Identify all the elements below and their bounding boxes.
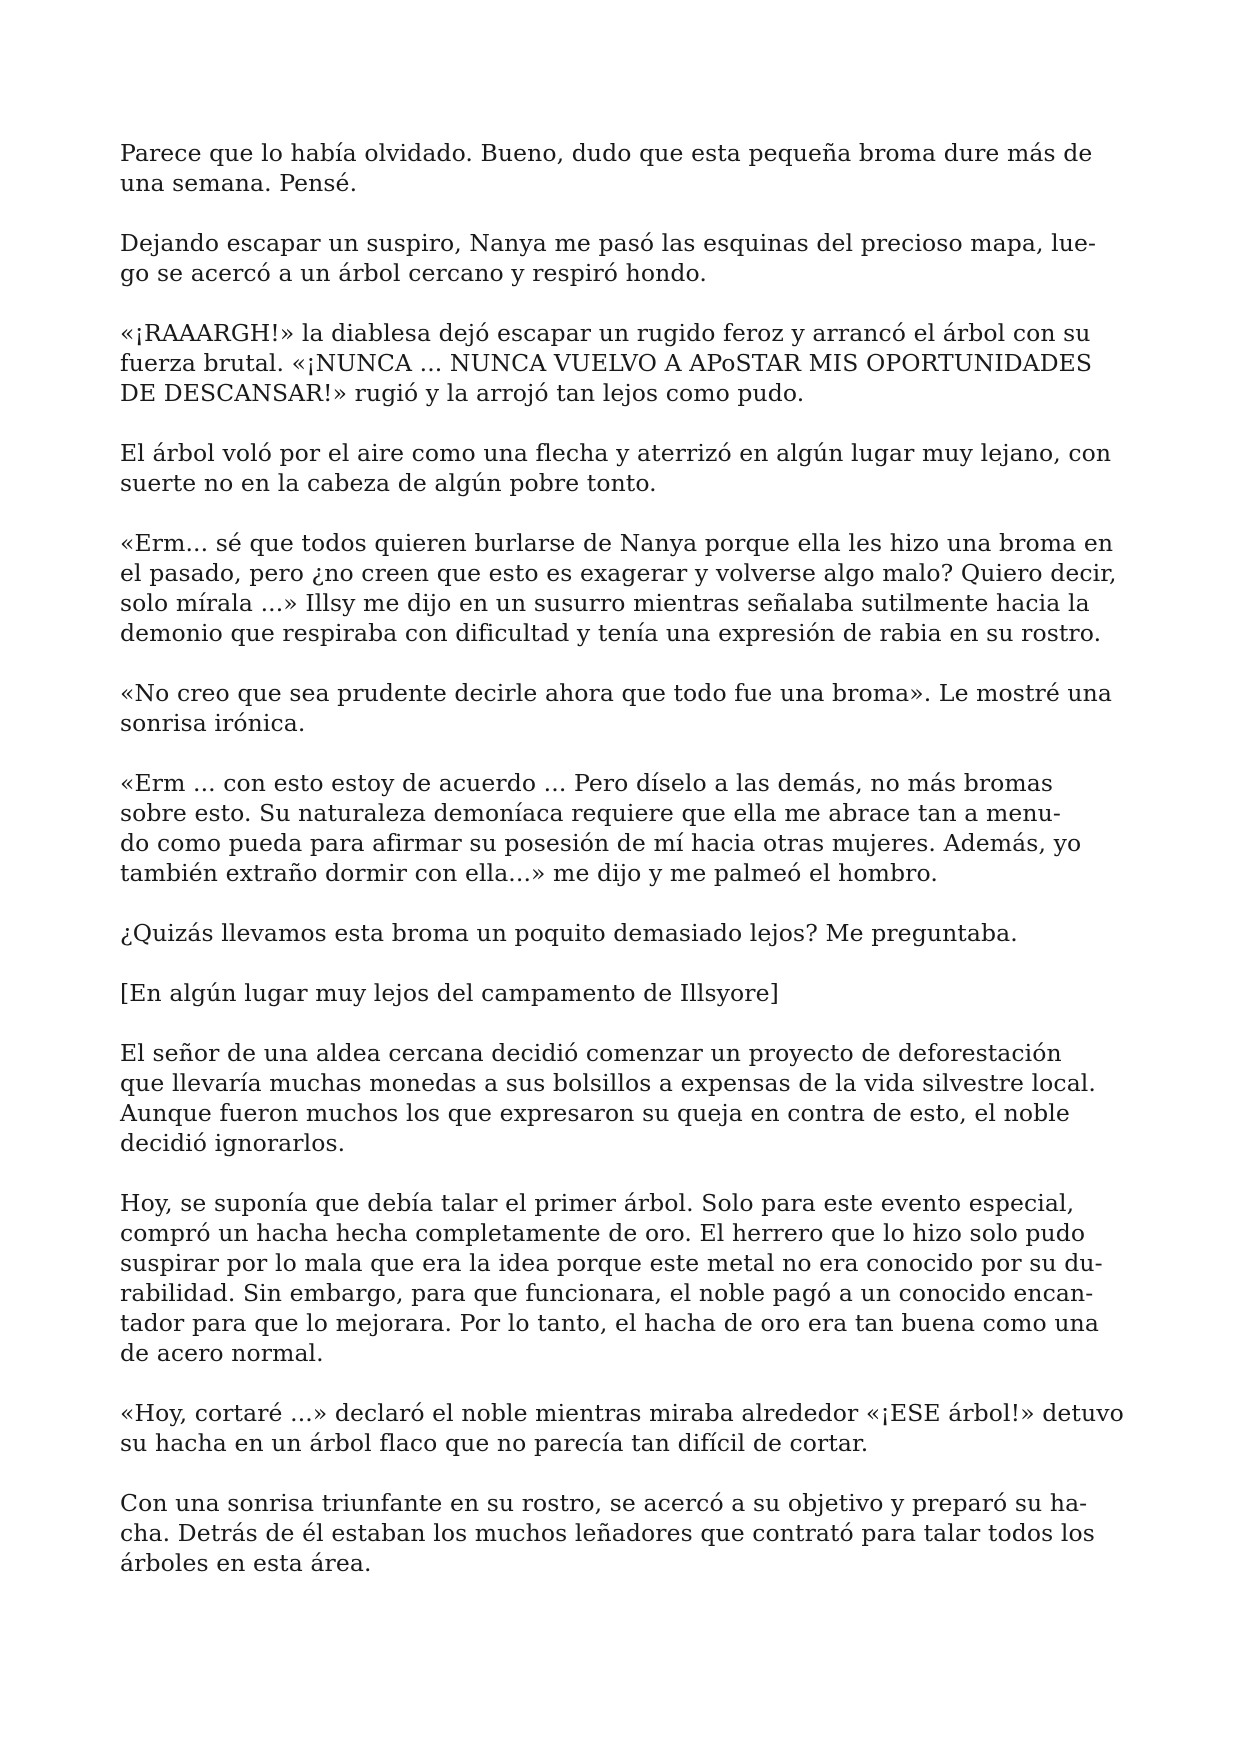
paragraph-9: [En algún lugar muy lejos del campamento de Illsyore]	[120, 979, 779, 1007]
paragraph-1: Parece que lo había olvidado. Bueno, dudo que esta pequeña broma dure más de una semana. Pensé.	[120, 139, 1093, 197]
paragraph-8: ¿Quizás llevamos esta broma un poquito demasiado lejos? Me preguntaba.	[120, 919, 1018, 947]
document-page	[120, 138, 1125, 1608]
paragraph-5: «Erm... sé que todos quieren burlarse de Nanya porque ella les hizo una broma en el pasado, pero ¿no creen que esto es exagerar y volverse algo malo? Quiero decir, solo mírala ...» Illsy me dijo en un susurro mientras señalaba sutilmente hacia la demonio que respiraba con dificultad y tenía una expresión de rabia en su rostro.	[120, 529, 1117, 647]
paragraph-13: Con una sonrisa triunfante en su rostro, se acercó a su objetivo y preparó su ha- cha. Detrás de él estaban los muchos leñadores que contrató para talar todos los árboles en esta área.	[120, 1489, 1095, 1577]
paragraph-12: «Hoy, cortaré ...» declaró el noble mientras miraba alrededor «¡ESE árbol!» detuvo su hacha en un árbol flaco que no parecía tan difícil de cortar.	[120, 1399, 1124, 1457]
paragraph-4: El árbol voló por el aire como una flecha y aterrizó en algún lugar muy lejano, con suerte no en la cabeza de algún pobre tonto.	[120, 439, 1112, 497]
paragraph-3: «¡RAAARGH!» la diablesa dejó escapar un rugido feroz y arrancó el árbol con su fuerza brutal. «¡NUNCA ... NUNCA VUELVO A APoSTAR MIS OPORTUNIDADES DE DESCANSAR!» rugió y la arrojó tan lejos como pudo.	[120, 319, 1093, 407]
paragraph-11: Hoy, se suponía que debía talar el primer árbol. Solo para este evento especial, compró un hacha hecha completamente de oro. El herrero que lo hizo solo pudo suspirar por lo mala que era la idea porque este metal no era conocido por su du- rabilidad. Sin embargo, para que funcionara, el noble pagó a un conocido encan- tador para que lo mejorara. Por lo tanto, el hacha de oro era tan buena como una de acero normal.	[120, 1189, 1103, 1367]
paragraph-7: «Erm ... con esto estoy de acuerdo ... Pero díselo a las demás, no más bromas sobre esto. Su naturaleza demoníaca requiere que ella me abrace tan a menu- do como pueda para afirmar su posesión de mí hacia otras mujeres. Además, yo también extraño dormir con ella...» me dijo y me palmeó el hombro.	[120, 769, 1082, 887]
paragraph-6: «No creo que sea prudente decirle ahora que todo fue una broma». Le mostré una sonrisa irónica.	[120, 679, 1112, 737]
paragraph-10: El señor de una aldea cercana decidió comenzar un proyecto de deforestación que llevaría muchas monedas a sus bolsillos a expensas de la vida silvestre local. Aunque fueron muchos los que expresaron su queja en contra de esto, el noble decidió ignorarlos.	[120, 1039, 1096, 1157]
paragraph-2: Dejando escapar un suspiro, Nanya me pasó las esquinas del precioso mapa, lue- go se acercó a un árbol cercano y respiró hondo.	[120, 229, 1097, 287]
